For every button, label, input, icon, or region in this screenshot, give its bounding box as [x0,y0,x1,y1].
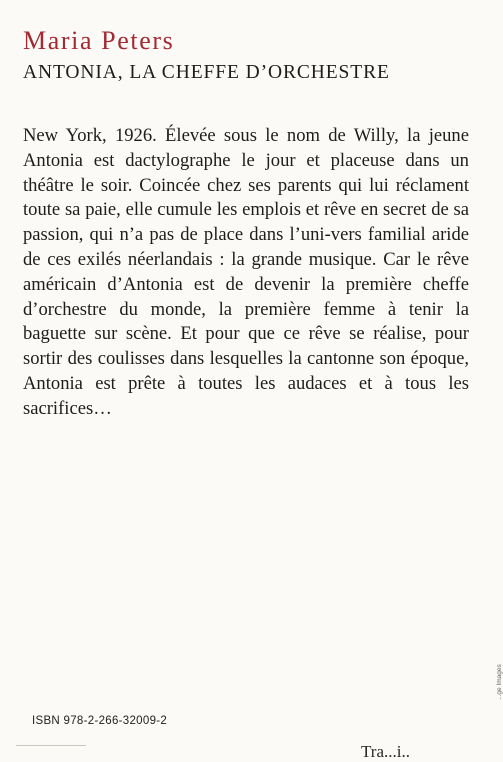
blurb-line: rêve se réalise, pour sortir des coulisses dans [23,323,470,370]
photo-credit: ...ge Images [496,664,503,700]
blurb-line: la jeune Antonia est dactylographe le jour [23,125,469,171]
blurb-line: New York, 1926. Élevée sous le nom de Willy, [23,125,399,146]
blurb-line: d’Antonia est de devenir la première cheffe [107,273,469,295]
bottom-edge-line [16,745,86,746]
blurb-line: chez ses parents qui lui réclament toute sa [23,174,469,221]
book-title: ANTONIA, LA CHEFFE D’ORCHESTRE [23,62,390,83]
blurb-line: lesquelles la cantonne son époque, Antonia [23,348,470,394]
blurb-line: paie, elle cumule les emplois et rêve en secret [85,199,427,221]
blurb-line: et placeuse dans un théâtre le soir. Coincée [23,149,469,196]
book-blurb [23,124,469,422]
bottom-text-fragment: Tra...i.. [361,742,410,761]
author-name: Maria Peters [23,26,175,55]
isbn-number: ISBN 978-2-266-32009-2 [32,715,168,727]
blurb-line: d’orchestre du monde, la première femme à [23,298,397,320]
blurb-line: sacrifices… [23,397,112,419]
blurb-line: est prête à toutes les audaces et à tous les [95,372,469,394]
blurb-line: tenir la baguette sur scène. Et pour que ce [23,298,470,345]
blurb-line: vers familial aride de ces exilés néerlandais : [23,224,469,270]
blurb-line: la grande musique. Car le rêve américain [23,248,469,295]
blurb-line: de sa passion, qui n’a pas de place dans l’uni- [23,199,469,246]
